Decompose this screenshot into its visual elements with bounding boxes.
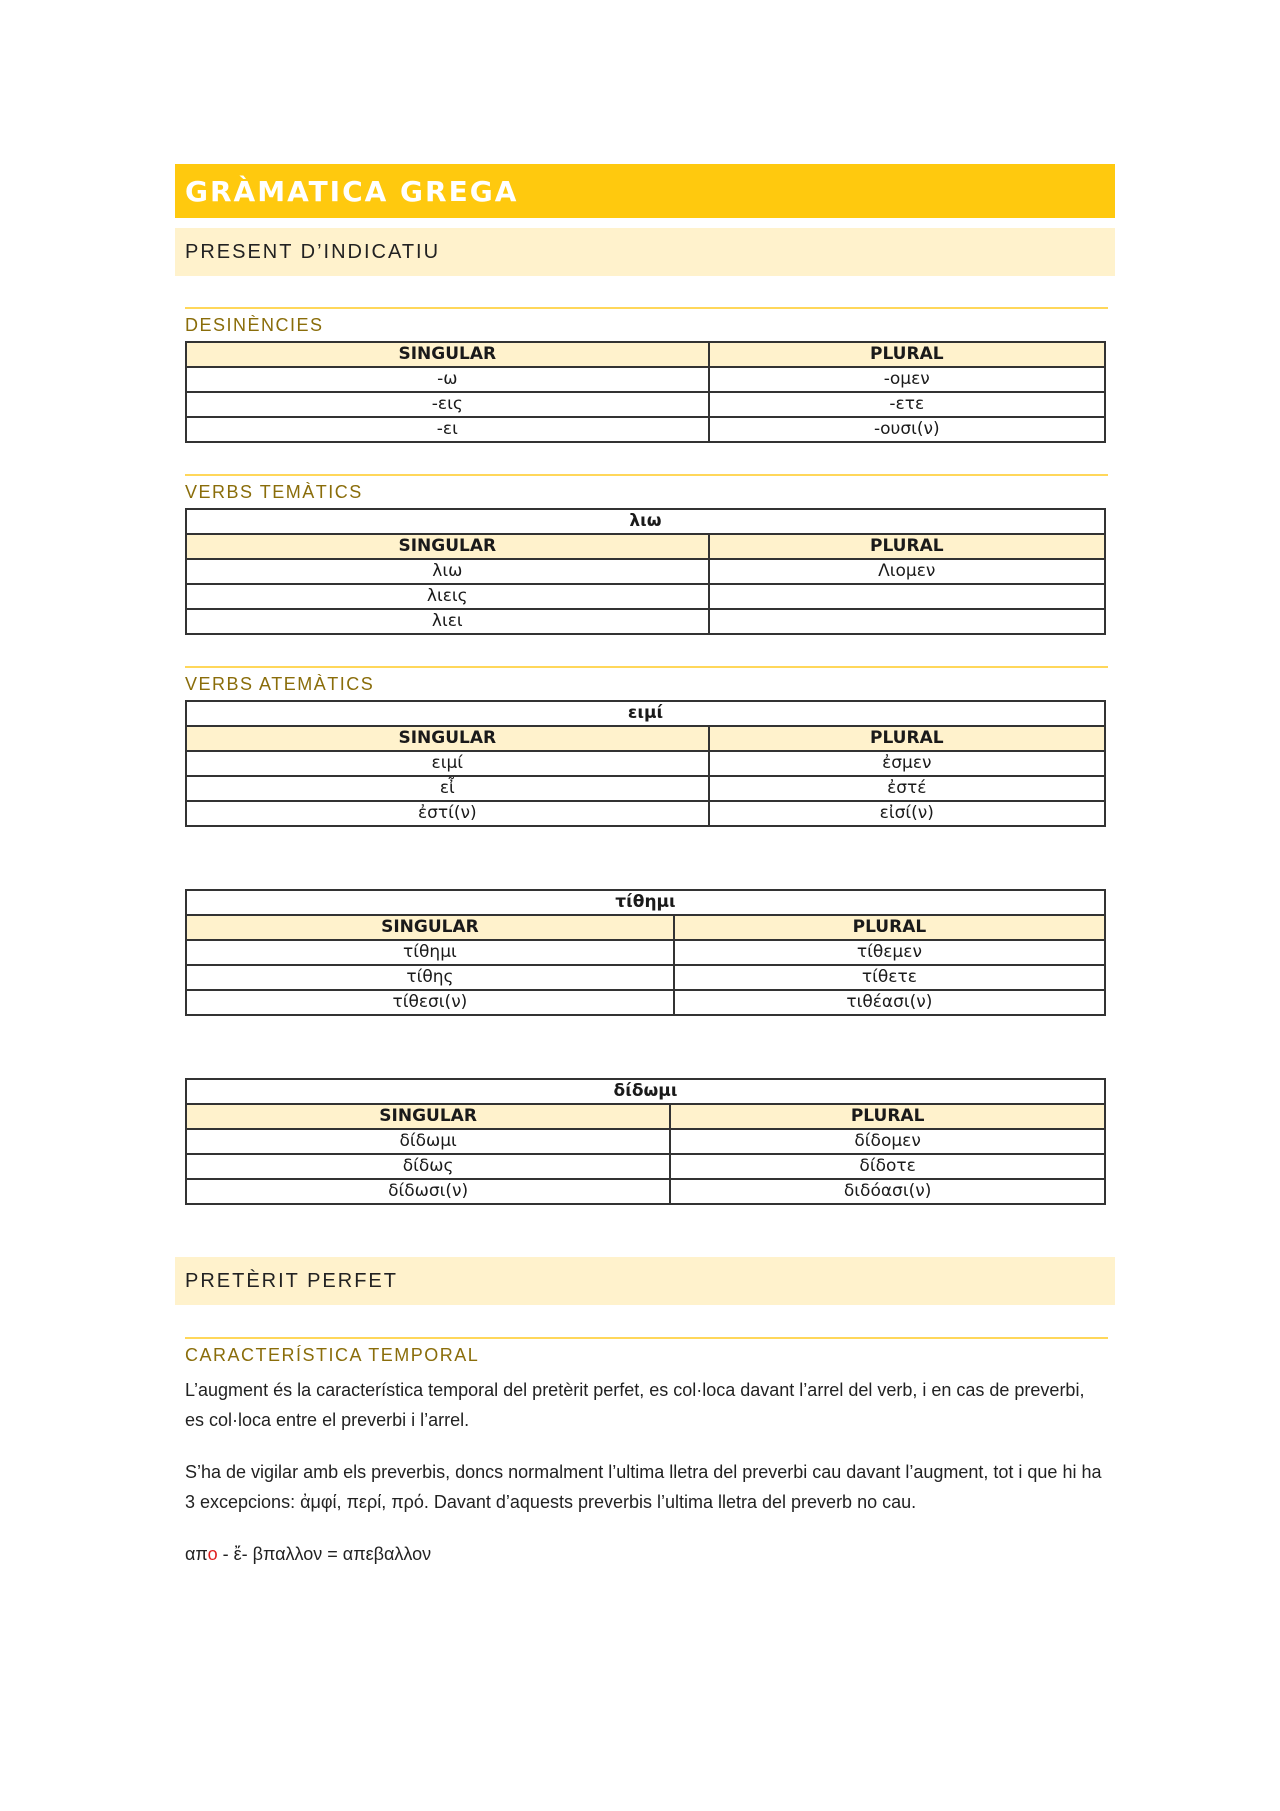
cell-singular: δίδωμι [186,1129,670,1154]
cell-singular: δίδως [186,1154,670,1179]
cell-singular: -ει [186,417,709,442]
table-row [186,776,1105,801]
cell-singular: τίθης [186,965,674,990]
table-row [186,417,1105,442]
subheading-desinencies: DESINÈNCIES [185,307,1108,341]
cell-singular: ειμί [186,751,709,776]
cell-plural: ἐστέ [709,776,1105,801]
table-row [186,965,1105,990]
document-title: GRÀMATICA GREGA [185,174,519,208]
title-bar [175,164,1115,218]
cell-plural: Λιομεν [709,559,1105,584]
cell-plural [709,609,1105,634]
example-rest: - ἔ- βπαλλον = απεβαλλον [217,1544,432,1564]
verb-title: δίδωμι [186,1079,1105,1104]
table-row [186,1154,1105,1179]
col-header-singular: SINGULAR [186,534,709,559]
cell-plural: δίδοτε [670,1154,1105,1179]
verb-title: ειμί [186,701,1105,726]
table-row [186,990,1105,1015]
eimi-table [185,700,1106,827]
cell-singular: τίθεσι(ν) [186,990,674,1015]
paragraph-preverbis: S’ha de vigilar amb els preverbis, doncs normalment l’ultima lletra del preverbi cau davant l’augment, tot i que hi ha 3 excepcions: ἀμφί, περί, πρό. Davant d’aquests preverbis l’ultima lletra del preverb no cau. [185,1462,1102,1512]
subheading-caracteristica: CARACTERÍSTICA TEMPORAL [185,1337,1108,1375]
col-header-plural: PLURAL [674,915,1105,940]
col-header-singular: SINGULAR [186,1104,670,1129]
desinencies-table [185,341,1106,443]
table-row [186,751,1105,776]
cell-singular: εἶ [186,776,709,801]
cell-singular: λιω [186,559,709,584]
cell-plural [709,584,1105,609]
cell-singular: λιεις [186,584,709,609]
cell-plural: -ουσι(ν) [709,417,1105,442]
col-header-plural: PLURAL [709,534,1105,559]
verb-title: λιω [186,509,1105,534]
cell-singular: λιει [186,609,709,634]
col-header-plural: PLURAL [709,342,1105,367]
cell-plural: τίθετε [674,965,1105,990]
subheading-tematics: VERBS TEMÀTICS [185,474,1108,508]
section-heading-present [175,228,1115,276]
table-row [186,1129,1105,1154]
cell-plural: εἰσί(ν) [709,801,1105,826]
cell-plural: -ομεν [709,367,1105,392]
example-dropped-letter: ο [207,1544,218,1564]
cell-plural: -ετε [709,392,1105,417]
cell-plural: τιθέασι(ν) [674,990,1105,1015]
cell-singular: δίδωσι(ν) [186,1179,670,1204]
tithemi-table [185,889,1106,1016]
section-heading-preterit-text: PRETÈRIT PERFET [185,1269,398,1292]
verb-title: τίθημι [186,890,1105,915]
cell-plural: διδόασι(ν) [670,1179,1105,1204]
subheading-atematics: VERBS ATEMÀTICS [185,666,1108,700]
section-heading-preterit [175,1257,1115,1305]
table-row [186,584,1105,609]
cell-singular: -εις [186,392,709,417]
table-row [186,559,1105,584]
col-header-plural: PLURAL [670,1104,1105,1129]
cell-singular: -ω [186,367,709,392]
paragraph-augment: L’augment és la característica temporal del pretèrit perfet, es col·loca davant l’arrel del verb, i en cas de preverbi, es col·loca entre el preverbi i l’arrel. [185,1380,1085,1430]
col-header-singular: SINGULAR [186,726,709,751]
example-prefix: απ [185,1544,208,1564]
col-header-singular: SINGULAR [186,342,709,367]
document-page [175,164,1115,1587]
table-row [186,1179,1105,1204]
table-row [186,940,1105,965]
table-row [186,367,1105,392]
table-row [186,609,1105,634]
example-line [185,1539,1106,1569]
table-row [186,392,1105,417]
cell-plural: δίδομεν [670,1129,1105,1154]
table-row [186,801,1105,826]
cell-plural: τίθεμεν [674,940,1105,965]
cell-plural: ἐσμεν [709,751,1105,776]
didomi-table [185,1078,1106,1205]
section-heading-present-text: PRESENT D’INDICATIU [185,240,441,263]
col-header-plural: PLURAL [709,726,1105,751]
cell-singular: τίθημι [186,940,674,965]
col-header-singular: SINGULAR [186,915,674,940]
tematics-table [185,508,1106,635]
cell-singular: ἐστί(ν) [186,801,709,826]
